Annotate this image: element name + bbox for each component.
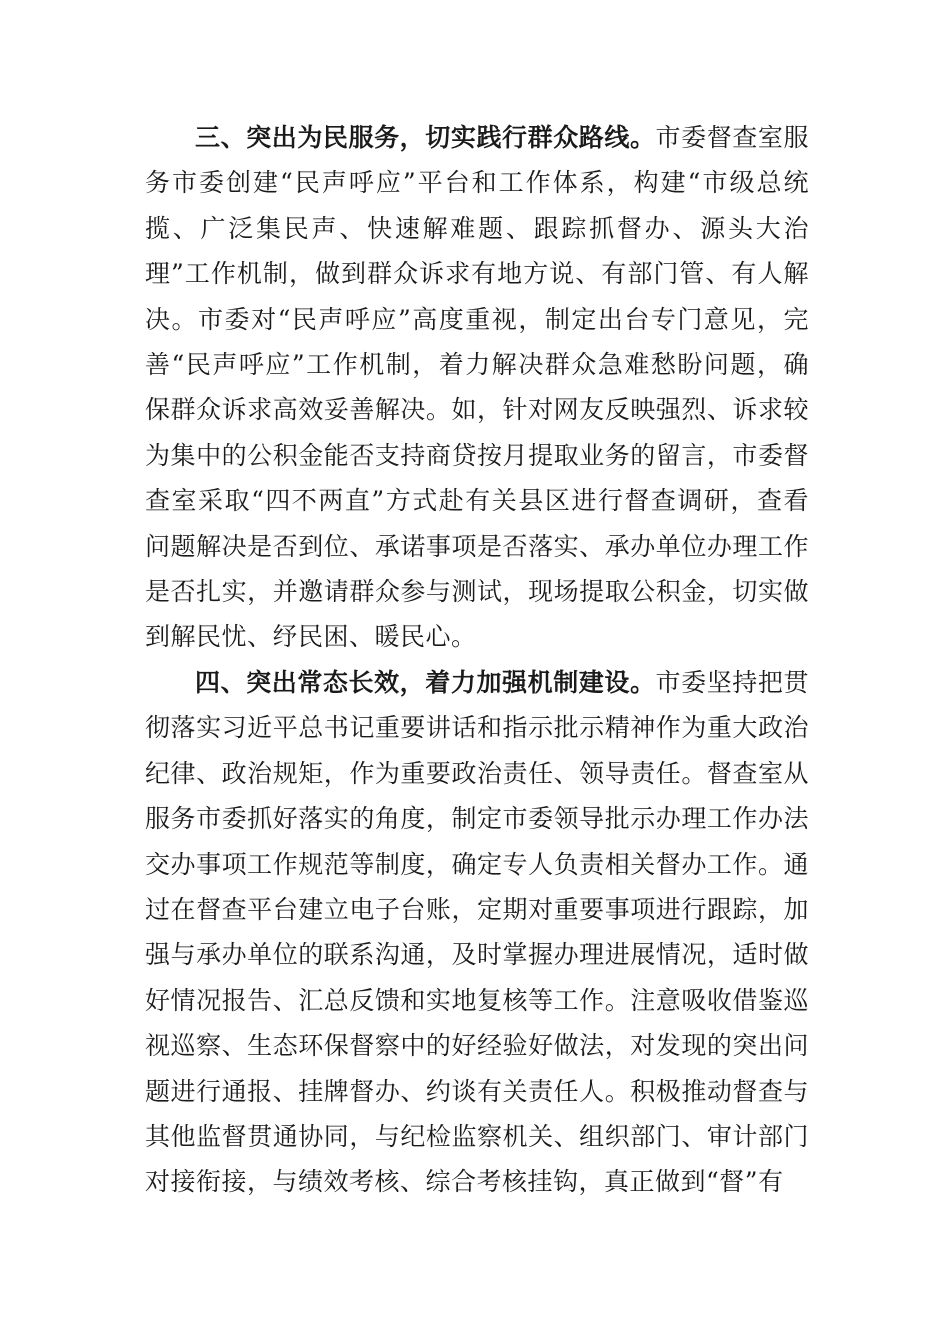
document-body xyxy=(145,115,809,1205)
paragraph-section-4 xyxy=(145,660,809,1205)
section-body-3: 市委督查室服务市委创建“民声呼应”平台和工作体系，构建“市级总统揽、广泛集民声、快速解难题、跟踪抓督办、源头大治理”工作机制，做到群众诉求有地方说、有部门管、有人解决。市委对“民声呼应”高度重视，制定出台专门意见，完善“民声呼应”工作机制，着力解决群众急难愁盼问题，确保群众诉求高效妥善解决。如，针对网友反映强烈、诉求较为集中的公积金能否支持商贷按月提取业务的留言，市委督查室采取“四不两直”方式赴有关县区进行督查调研，查看问题解决是否到位、承诺事项是否落实、承办单位办理工作是否扎实，并邀请群众参与测试，现场提取公积金，切实做到解民忧、纾民困、暖民心。 xyxy=(145,123,809,652)
section-heading-3: 三、突出为民服务，切实践行群众路线。 xyxy=(195,123,656,152)
paragraph-section-3 xyxy=(145,115,809,660)
section-body-4: 市委坚持把贯彻落实习近平总书记重要讲话和指示批示精神作为重大政治纪律、政治规矩，作为重要政治责任、领导责任。督查室从服务市委抓好落实的角度，制定市委领导批示办理工作办法交办事项工作规范等制度，确定专人负责相关督办工作。通过在督查平台建立电子台账，定期对重要事项进行跟踪，加强与承办单位的联系沟通，及时掌握办理进展情况，适时做好情况报告、汇总反馈和实地复核等工作。注意吸收借鉴巡视巡察、生态环保督察中的好经验好做法，对发现的突出问题进行通报、挂牌督办、约谈有关责任人。积极推动督查与其他监督贯通协同，与纪检监察机关、组织部门、审计部门对接衔接，与绩效考核、综合考核挂钩，真正做到“督”有 xyxy=(145,667,809,1197)
section-heading-4: 四、突出常态长效，着力加强机制建设。 xyxy=(195,667,656,697)
